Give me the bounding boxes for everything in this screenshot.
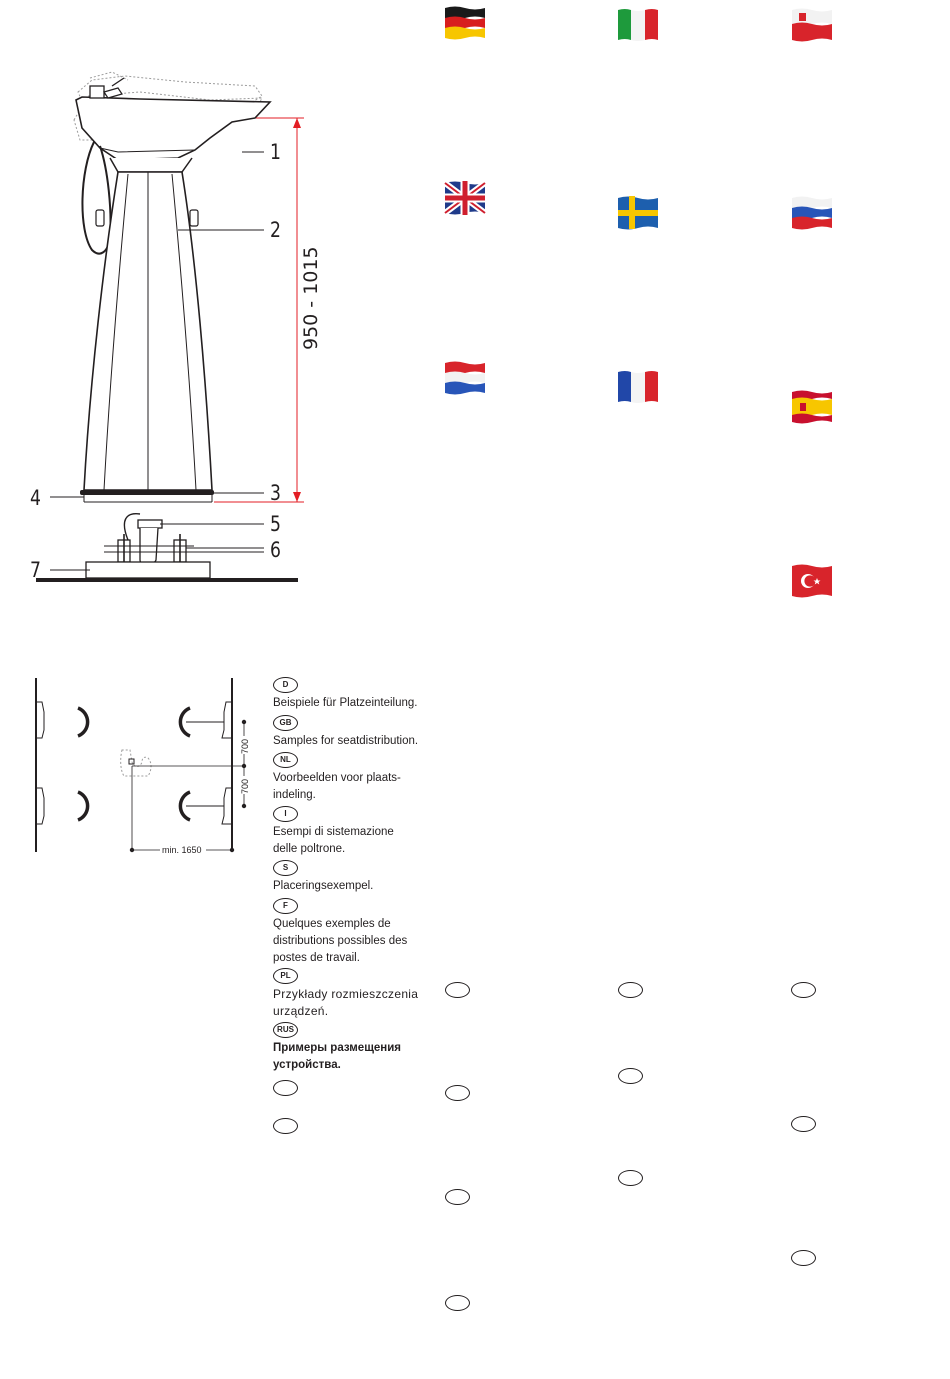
flag-uk-icon [445, 181, 485, 213]
flag-turkey-icon [792, 564, 832, 596]
empty-lang-badge [445, 1085, 470, 1101]
empty-lang-badge [273, 1080, 298, 1096]
callout-5: 5 [270, 512, 281, 536]
lang-code-badge: RUS [273, 1022, 298, 1038]
lang-ru [273, 1022, 433, 1074]
dim-min-1650: min. 1650 [162, 845, 202, 855]
empty-lang-badge [791, 982, 816, 998]
lang-code-badge: I [273, 806, 298, 822]
callout-7: 7 [30, 558, 41, 582]
flag-germany-icon [445, 6, 485, 38]
callout-2: 2 [270, 218, 281, 242]
lang-caption: Beispiele für Platzeinteilung. [273, 697, 418, 709]
lang-caption: Quelques exemples de distributions possibles des postes de travail. [273, 918, 408, 964]
callout-1: 1 [270, 140, 281, 164]
empty-lang-badge [445, 1295, 470, 1311]
dim-700-bottom: 700 [240, 778, 250, 794]
lang-gb [273, 715, 433, 750]
empty-lang-badge [273, 1118, 298, 1134]
empty-lang-badge [618, 982, 643, 998]
lang-caption: Samples for seatdistribution. [273, 735, 419, 747]
washbasin-elevation-drawing [0, 0, 310, 600]
lang-it [273, 806, 433, 858]
flag-france-icon [618, 370, 658, 402]
empty-lang-badge [618, 1170, 643, 1186]
callout-3: 3 [270, 481, 281, 505]
lang-code-badge: NL [273, 752, 298, 768]
lang-caption: Voorbeelden voor plaats- indeling. [273, 772, 401, 801]
flag-russia-icon [792, 196, 832, 228]
empty-lang-badge [791, 1250, 816, 1266]
height-dimension-label: 950 - 1015 [300, 246, 322, 350]
empty-lang-badge [445, 1189, 470, 1205]
lang-caption: Placeringsexempel. [273, 880, 374, 892]
lang-de [273, 677, 433, 712]
lang-nl [273, 752, 433, 804]
lang-code-badge: D [273, 677, 298, 693]
lang-code-badge: PL [273, 968, 298, 984]
callout-4: 4 [30, 486, 41, 510]
flag-sweden-icon [618, 196, 658, 228]
lang-caption: Примеры размещения устройства. [273, 1042, 402, 1071]
dim-700-top: 700 [240, 738, 250, 754]
lang-caption: Przykłady rozmieszczenia urządzeń. [273, 987, 419, 1018]
lang-code-badge: F [273, 898, 298, 914]
lang-code-badge: GB [273, 715, 298, 731]
lang-caption: Esempi di sistemazione delle poltrone. [273, 826, 394, 855]
seat-layout-plan [28, 672, 268, 872]
lang-se [273, 860, 433, 895]
empty-lang-badge [618, 1068, 643, 1084]
flag-poland-icon [792, 8, 832, 40]
callout-6: 6 [270, 538, 281, 562]
flag-netherlands-icon [445, 361, 485, 393]
empty-lang-badge [445, 982, 470, 998]
lang-code-badge: S [273, 860, 298, 876]
flag-spain-icon [792, 390, 832, 422]
lang-pl [273, 968, 433, 1020]
empty-lang-badge [791, 1116, 816, 1132]
lang-fr [273, 898, 433, 967]
flag-italy-icon [618, 8, 658, 40]
